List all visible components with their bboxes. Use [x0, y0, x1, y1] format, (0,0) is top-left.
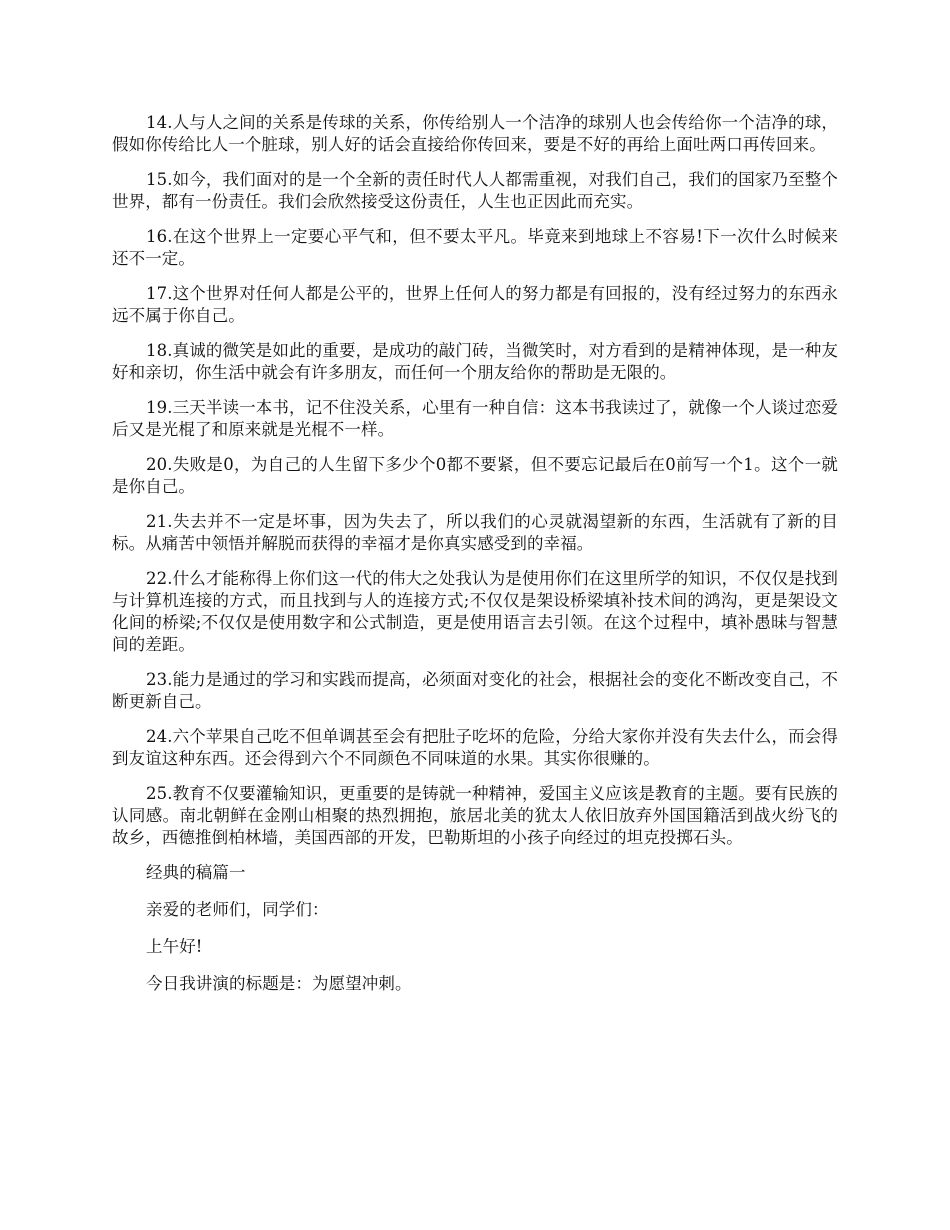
paragraph-19: 19.三天半读一本书，记不住没关系，心里有一种自信：这本书我读过了，就像一个人谈过恋爱后又是光棍了和原来就是光棍不一样。 — [112, 398, 838, 439]
section-heading: 经典的稿篇一 — [146, 863, 246, 882]
paragraph-16: 16.在这个世界上一定要心平气和，但不要太平凡。毕竟来到地球上不容易!下一次什么时候来还不一定。 — [112, 227, 838, 268]
paragraph-23: 23.能力是通过的学习和实践而提高，必须面对变化的社会，根据社会的变化不断改变自己，不断更新自己。 — [112, 670, 838, 711]
paragraph-20: 20.失败是0，为自己的人生留下多少个0都不要紧，但不要忘记最后在0前写一个1。这个一就是你自己。 — [112, 455, 838, 496]
paragraph-14: 14.人与人之间的关系是传球的关系，你传给别人一个洁净的球别人也会传给你一个洁净的球，假如你传给比人一个脏球，别人好的话会直接给你传回来，要是不好的再给上面吐两口再传回来。 — [112, 113, 838, 154]
paragraph-24: 24.六个苹果自己吃不但单调甚至会有把肚子吃坏的危险，分给大家你并没有失去什么，而会得到友谊这种东西。还会得到六个不同颜色不同味道的水果。其实你很赚的。 — [112, 727, 838, 768]
greeting: 上午好! — [146, 937, 203, 956]
paragraph-18: 18.真诚的微笑是如此的重要，是成功的敲门砖，当微笑时，对方看到的是精神体现，是一种友好和亲切，你生活中就会有许多朋友，而任何一个朋友给你的帮助是无限的。 — [112, 341, 838, 382]
speech-title-line: 今日我讲演的标题是：为愿望冲刺。 — [146, 974, 412, 993]
paragraph-17: 17.这个世界对任何人都是公平的，世界上任何人的努力都是有回报的，没有经过努力的东西永远不属于你自己。 — [112, 284, 838, 325]
salutation: 亲爱的老师们，同学们： — [146, 900, 329, 919]
paragraph-22: 22.什么才能称得上你们这一代的伟大之处我认为是使用你们在这里所学的知识，不仅仅是找到与计算机连接的方式，而且找到与人的连接方式;不仅仅是架设桥梁填补技术间的鸿沟，更是架设文化间的桥梁;不仅仅是使用数字和公式制造，更是使用语言去引领。在这个过程中，填补愚昧与智慧间的差距。 — [112, 569, 838, 654]
paragraph-25: 25.教育不仅要灌输知识，更重要的是铸就一种精神，爱国主义应该是教育的主题。要有民族的认同感。南北朝鲜在金刚山相聚的热烈拥抱，旅居北美的犹太人依旧放弃外国国籍活到战火纷飞的故乡，西德推倒柏林墙，美国西部的开发，巴勒斯坦的小孩子向经过的坦克投掷石头。 — [112, 784, 838, 847]
paragraph-21: 21.失去并不一定是坏事，因为失去了，所以我们的心灵就渴望新的东西，生活就有了新的目标。从痛苦中领悟并解脱而获得的幸福才是你真实感受到的幸福。 — [112, 512, 838, 553]
paragraph-15: 15.如今，我们面对的是一个全新的责任时代人人都需重视，对我们自己，我们的国家乃至整个世界，都有一份责任。我们会欣然接受这份责任，人生也正因此而充实。 — [112, 170, 838, 211]
